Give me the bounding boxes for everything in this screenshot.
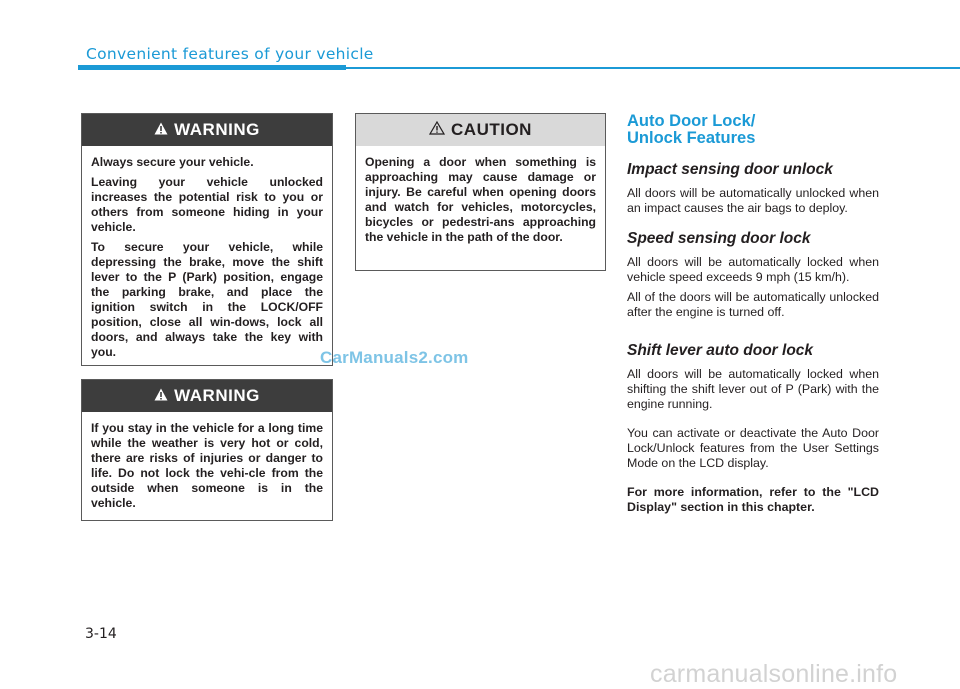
warning-body [82, 412, 332, 519]
caution-box-door-opening [355, 113, 606, 271]
warning-body [82, 146, 332, 368]
reference-note: For more information, refer to the "LCD Display" section in this chapter. [627, 485, 879, 514]
warning-box-temperature [81, 379, 333, 521]
warning-paragraph: Leaving your vehicle unlocked increases the potential risk to you or others from someone hiding in your vehicle. [91, 175, 323, 234]
warning-header [82, 114, 332, 146]
body-paragraph: All doors will be automatically locked when shifting the shift lever out of P (Park) with the engine running. [627, 367, 879, 411]
main-content [627, 113, 879, 520]
caution-triangle-icon [429, 120, 445, 140]
subsection-heading-shift-lever-lock: Shift lever auto door lock [627, 342, 814, 359]
topic-title-line-1: Auto Door Lock/ [627, 112, 756, 130]
body-paragraph: All doors will be automatically unlocked when an impact causes the air bags to deploy. [627, 186, 879, 215]
settings-note: You can activate or deactivate the Auto Door Lock/Unlock features from the User Settings Mode on the LCD display. [627, 426, 879, 470]
topic-title-line-2: Unlock Features [627, 129, 756, 147]
body-paragraph: All of the doors will be automatically unlocked after the engine is turned off. [627, 290, 879, 319]
warning-triangle-icon [154, 120, 168, 140]
caution-body [356, 146, 605, 253]
warning-paragraph: Always secure your vehicle. [91, 155, 254, 169]
warning-paragraph: To secure your vehicle, while depressing the brake, move the shift lever to the P (Park) position, engage the parking brake, and place the ignition switch in the LOCK/OFF position, close all win-dows, lock all doors, and always take the key with you. [91, 240, 323, 359]
topic-title [627, 113, 879, 147]
header-rule [346, 67, 960, 69]
caution-title: CAUTION [451, 120, 532, 139]
footer-watermark: carmanualsonline.info [650, 660, 898, 688]
watermark-text: CarManuals2.com [320, 348, 469, 367]
caution-paragraph: Opening a door when something is approaching may cause damage or injury. Be careful when opening doors and watch for vehicles, motorcycles, bicycles or pedestri-ans approaching the vehicle in the path of the door. [365, 155, 596, 244]
page-number: 3-14 [85, 626, 117, 642]
body-paragraph: All doors will be automatically locked when vehicle speed exceeds 9 mph (15 km/h). [627, 255, 879, 284]
warning-box-secure-vehicle [81, 113, 333, 366]
warning-header [82, 380, 332, 412]
warning-triangle-icon [154, 386, 168, 406]
header-accent-bar [78, 65, 346, 70]
caution-header [356, 114, 605, 146]
subsection-heading-impact-unlock: Impact sensing door unlock [627, 161, 833, 178]
subsection-heading-speed-lock: Speed sensing door lock [627, 230, 811, 247]
warning-paragraph: If you stay in the vehicle for a long time while the weather is very hot or cold, there are risks of injuries or danger to life. Do not lock the vehi-cle from the outside when someone is in the vehicle. [91, 421, 323, 510]
warning-title: WARNING [174, 120, 260, 139]
section-title: Convenient features of your vehicle [86, 45, 374, 63]
warning-title: WARNING [174, 386, 260, 405]
